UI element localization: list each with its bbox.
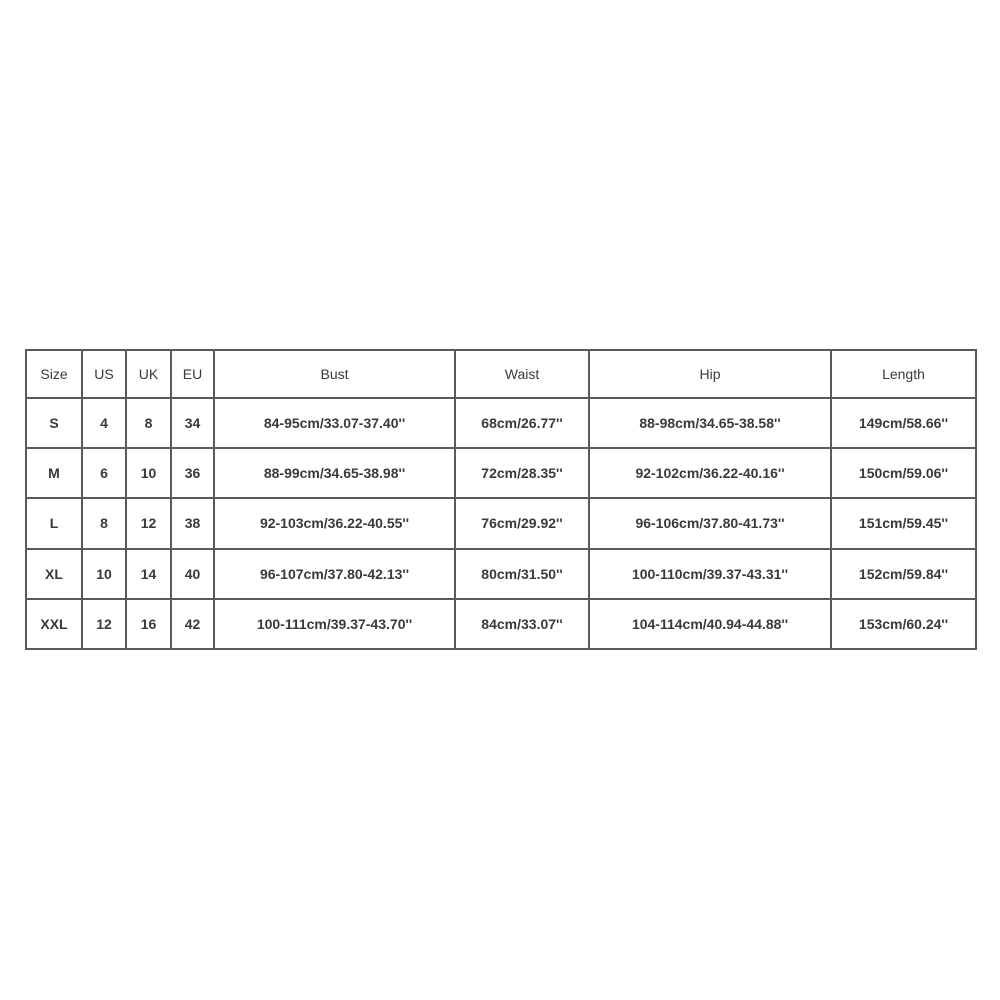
table-row [26, 599, 976, 649]
header-hip: Hip [589, 350, 831, 398]
cell-hip: 100-110cm/39.37-43.31'' [589, 549, 831, 599]
header-us: US [82, 350, 126, 398]
cell-us: 4 [82, 398, 126, 448]
cell-waist: 68cm/26.77'' [455, 398, 589, 448]
cell-length: 150cm/59.06'' [831, 448, 976, 498]
header-eu: EU [171, 350, 214, 398]
cell-hip: 88-98cm/34.65-38.58'' [589, 398, 831, 448]
cell-length: 152cm/59.84'' [831, 549, 976, 599]
table-row [26, 448, 976, 498]
cell-hip: 92-102cm/36.22-40.16'' [589, 448, 831, 498]
cell-hip: 96-106cm/37.80-41.73'' [589, 498, 831, 548]
cell-size: S [26, 398, 82, 448]
cell-length: 153cm/60.24'' [831, 599, 976, 649]
cell-eu: 36 [171, 448, 214, 498]
cell-uk: 10 [126, 448, 171, 498]
table-row [26, 398, 976, 448]
cell-waist: 72cm/28.35'' [455, 448, 589, 498]
cell-eu: 42 [171, 599, 214, 649]
header-waist: Waist [455, 350, 589, 398]
cell-uk: 14 [126, 549, 171, 599]
cell-bust: 100-111cm/39.37-43.70'' [214, 599, 455, 649]
header-size: Size [26, 350, 82, 398]
table-row [26, 549, 976, 599]
cell-eu: 40 [171, 549, 214, 599]
cell-hip: 104-114cm/40.94-44.88'' [589, 599, 831, 649]
cell-waist: 76cm/29.92'' [455, 498, 589, 548]
cell-eu: 34 [171, 398, 214, 448]
cell-us: 12 [82, 599, 126, 649]
table-row [26, 498, 976, 548]
size-chart-table [25, 349, 977, 650]
cell-us: 8 [82, 498, 126, 548]
cell-size: L [26, 498, 82, 548]
cell-waist: 84cm/33.07'' [455, 599, 589, 649]
cell-size: XL [26, 549, 82, 599]
header-bust: Bust [214, 350, 455, 398]
cell-length: 151cm/59.45'' [831, 498, 976, 548]
cell-uk: 8 [126, 398, 171, 448]
cell-bust: 84-95cm/33.07-37.40'' [214, 398, 455, 448]
cell-uk: 16 [126, 599, 171, 649]
header-length: Length [831, 350, 976, 398]
cell-eu: 38 [171, 498, 214, 548]
cell-waist: 80cm/31.50'' [455, 549, 589, 599]
cell-length: 149cm/58.66'' [831, 398, 976, 448]
table-header-row [26, 350, 976, 398]
cell-us: 6 [82, 448, 126, 498]
cell-uk: 12 [126, 498, 171, 548]
cell-size: XXL [26, 599, 82, 649]
cell-bust: 92-103cm/36.22-40.55'' [214, 498, 455, 548]
cell-size: M [26, 448, 82, 498]
cell-us: 10 [82, 549, 126, 599]
cell-bust: 96-107cm/37.80-42.13'' [214, 549, 455, 599]
cell-bust: 88-99cm/34.65-38.98'' [214, 448, 455, 498]
header-uk: UK [126, 350, 171, 398]
